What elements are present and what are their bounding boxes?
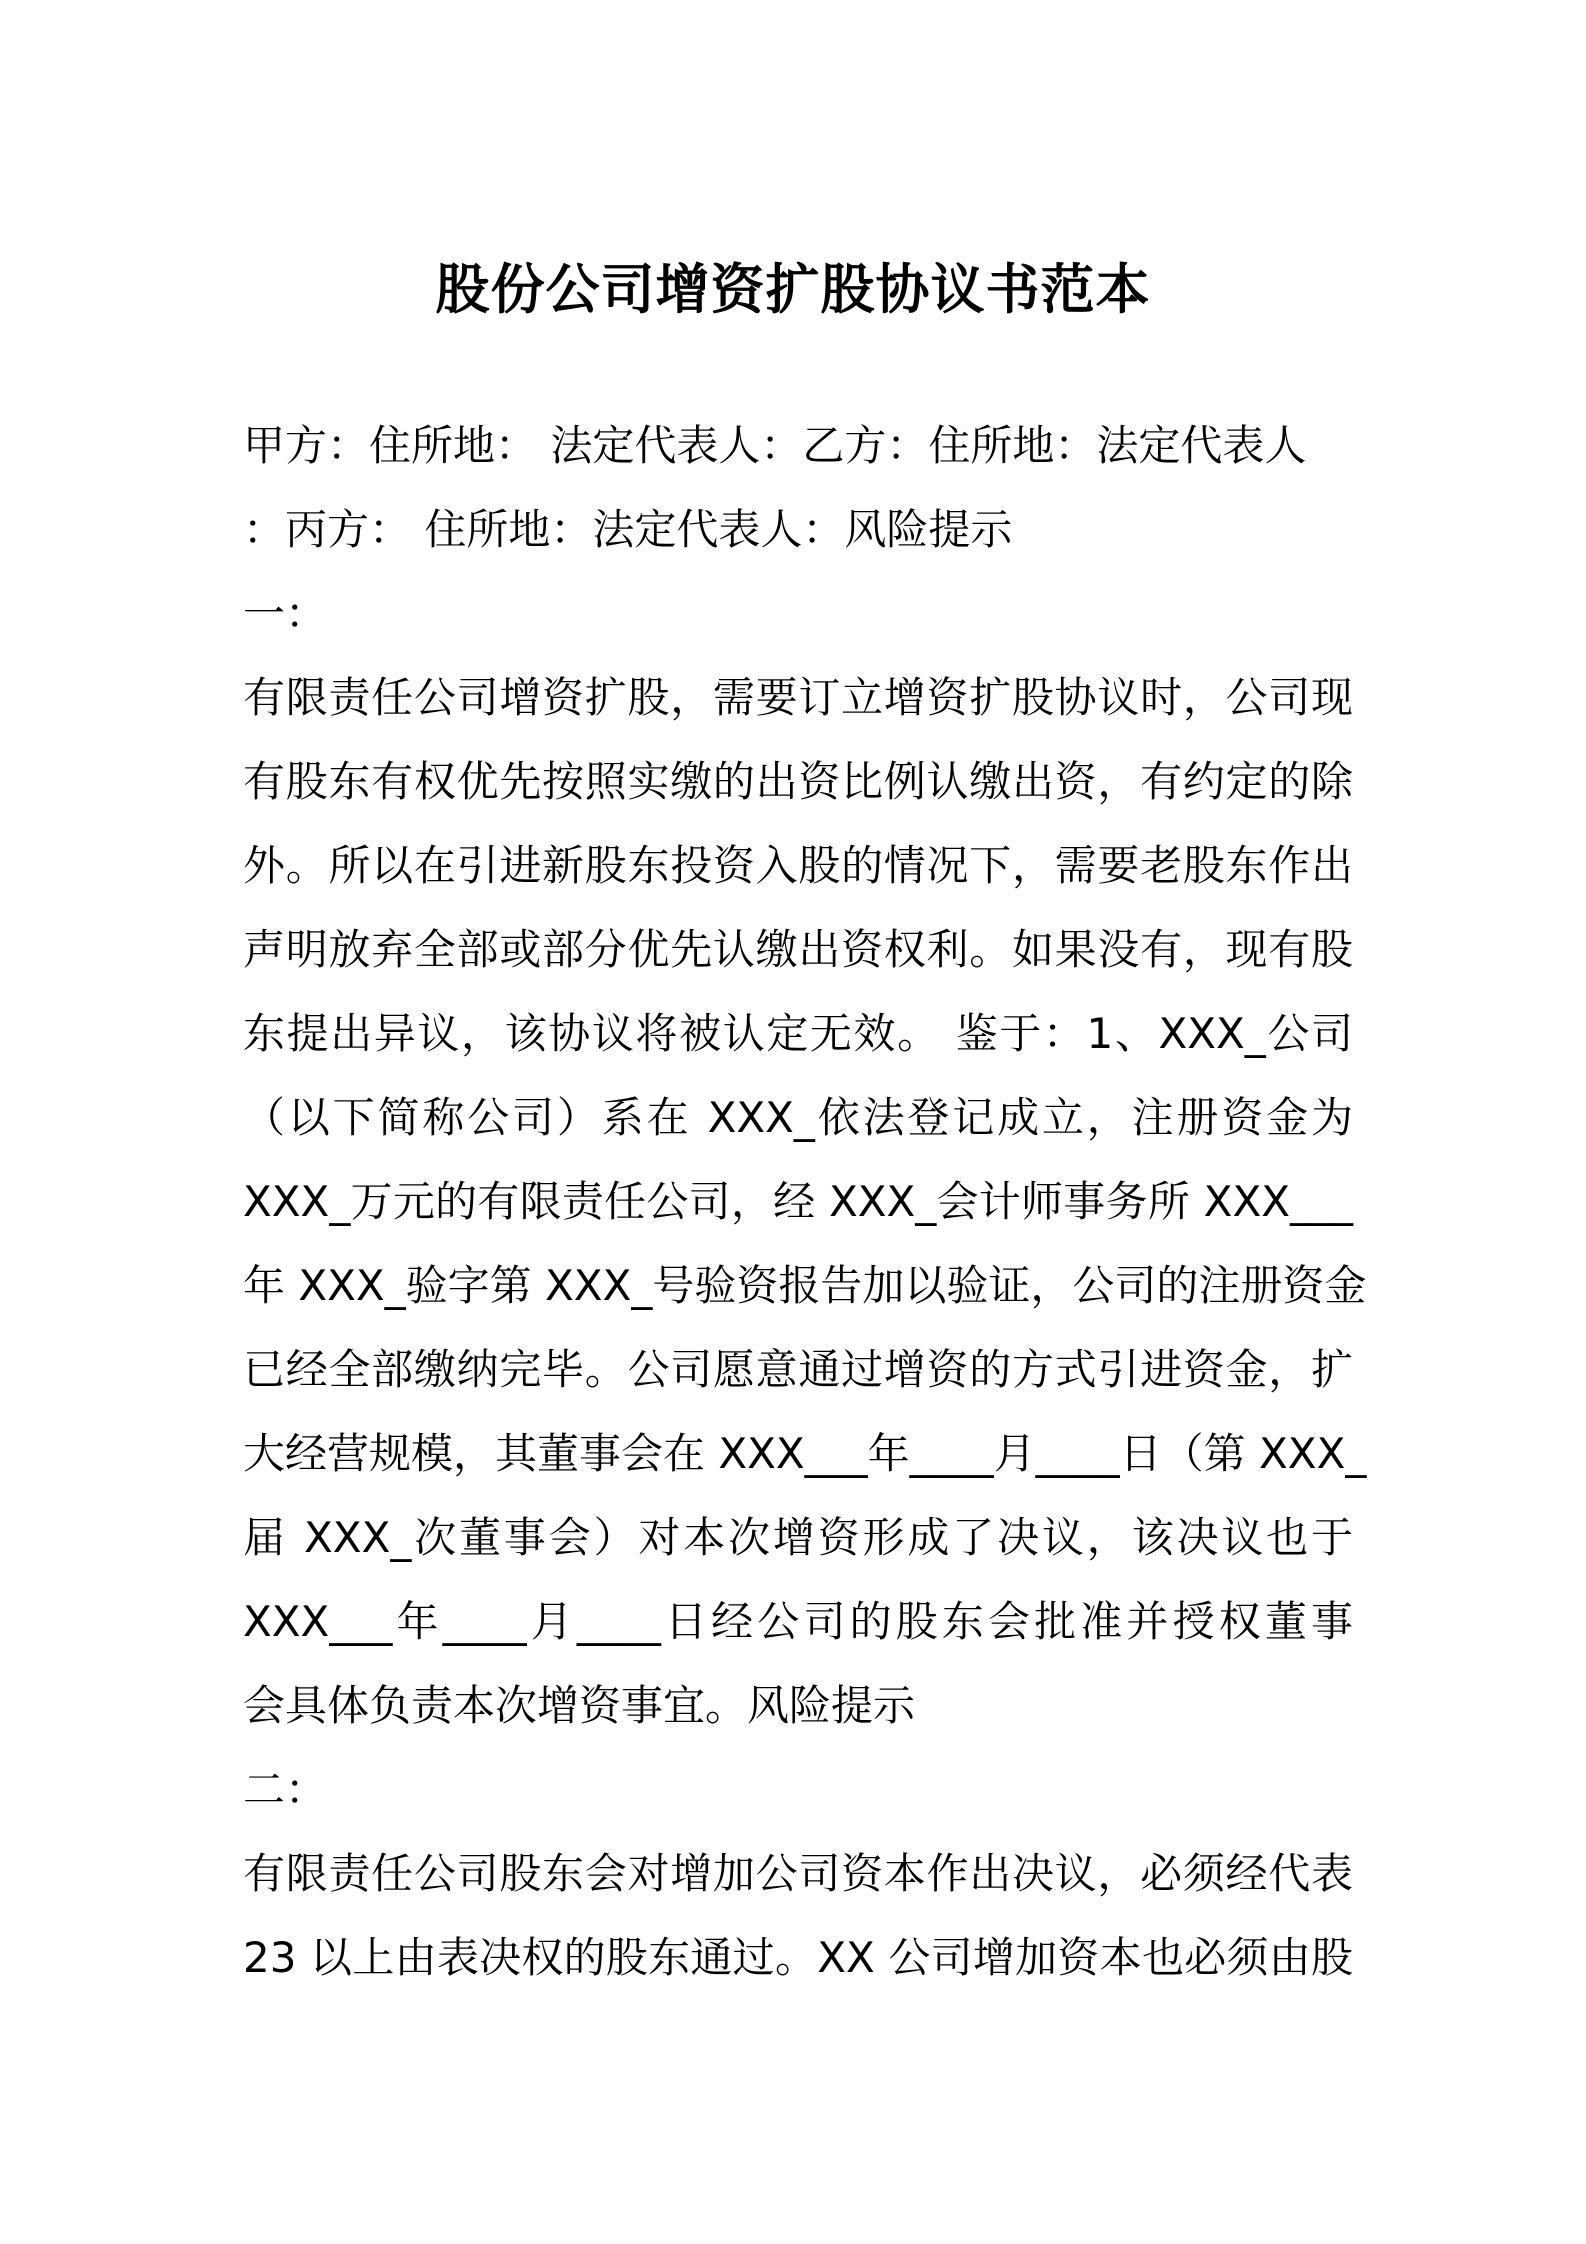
paragraph-line: XXX___年____月____日经公司的股东会批准并授权董事	[243, 1597, 1353, 1646]
paragraph-line: 有限责任公司增资扩股，需要订立增资扩股协议时，公司现	[243, 673, 1353, 722]
party-line-1: 甲方：住所地： 法定代表人：乙方：住所地：法定代表人	[243, 421, 1307, 470]
paragraph-line: 东提出异议，该协议将被认定无效。 鉴于：1、XXX_公司	[243, 1009, 1353, 1058]
paragraph-line: 外。所以在引进新股东投资入股的情况下，需要老股东作出	[243, 841, 1353, 890]
paragraph-line: 有限责任公司股东会对增加公司资本作出决议，必须经代表	[243, 1849, 1353, 1898]
paragraph-line: 23 以上由表决权的股东通过。XX 公司增加资本也必须由股	[243, 1933, 1353, 1982]
paragraph-line: 会具体负责本次增资事宜。风险提示	[243, 1681, 916, 1730]
paragraph-line: 大经营规模，其董事会在 XXX___年____月____日（第 XXX_	[243, 1429, 1367, 1478]
document-title: 股份公司增资扩股协议书范本	[435, 258, 1151, 321]
paragraph-line: XXX_万元的有限责任公司，经 XXX_会计师事务所 XXX___	[243, 1177, 1353, 1226]
paragraph-line: 已经全部缴纳完毕。公司愿意通过增资的方式引进资金，扩	[243, 1345, 1353, 1394]
section-heading-2: 二：	[243, 1765, 328, 1814]
paragraph-line: 声明放弃全部或部分优先认缴出资权利。如果没有，现有股	[243, 925, 1353, 974]
paragraph-line: 有股东有权优先按照实缴的出资比例认缴出资，有约定的除	[243, 757, 1353, 806]
paragraph-line: 届 XXX_次董事会）对本次增资形成了决议，该决议也于	[243, 1513, 1353, 1562]
paragraph-line: 年 XXX_验字第 XXX_号验资报告加以验证，公司的注册资金	[243, 1261, 1367, 1310]
party-line-2: ：丙方： 住所地：法定代表人：风险提示	[243, 505, 1013, 554]
document-body	[243, 404, 1367, 2000]
paragraph-line: （以下简称公司）系在 XXX_依法登记成立，注册资金为	[243, 1093, 1353, 1142]
section-heading-1: 一：	[243, 589, 328, 638]
